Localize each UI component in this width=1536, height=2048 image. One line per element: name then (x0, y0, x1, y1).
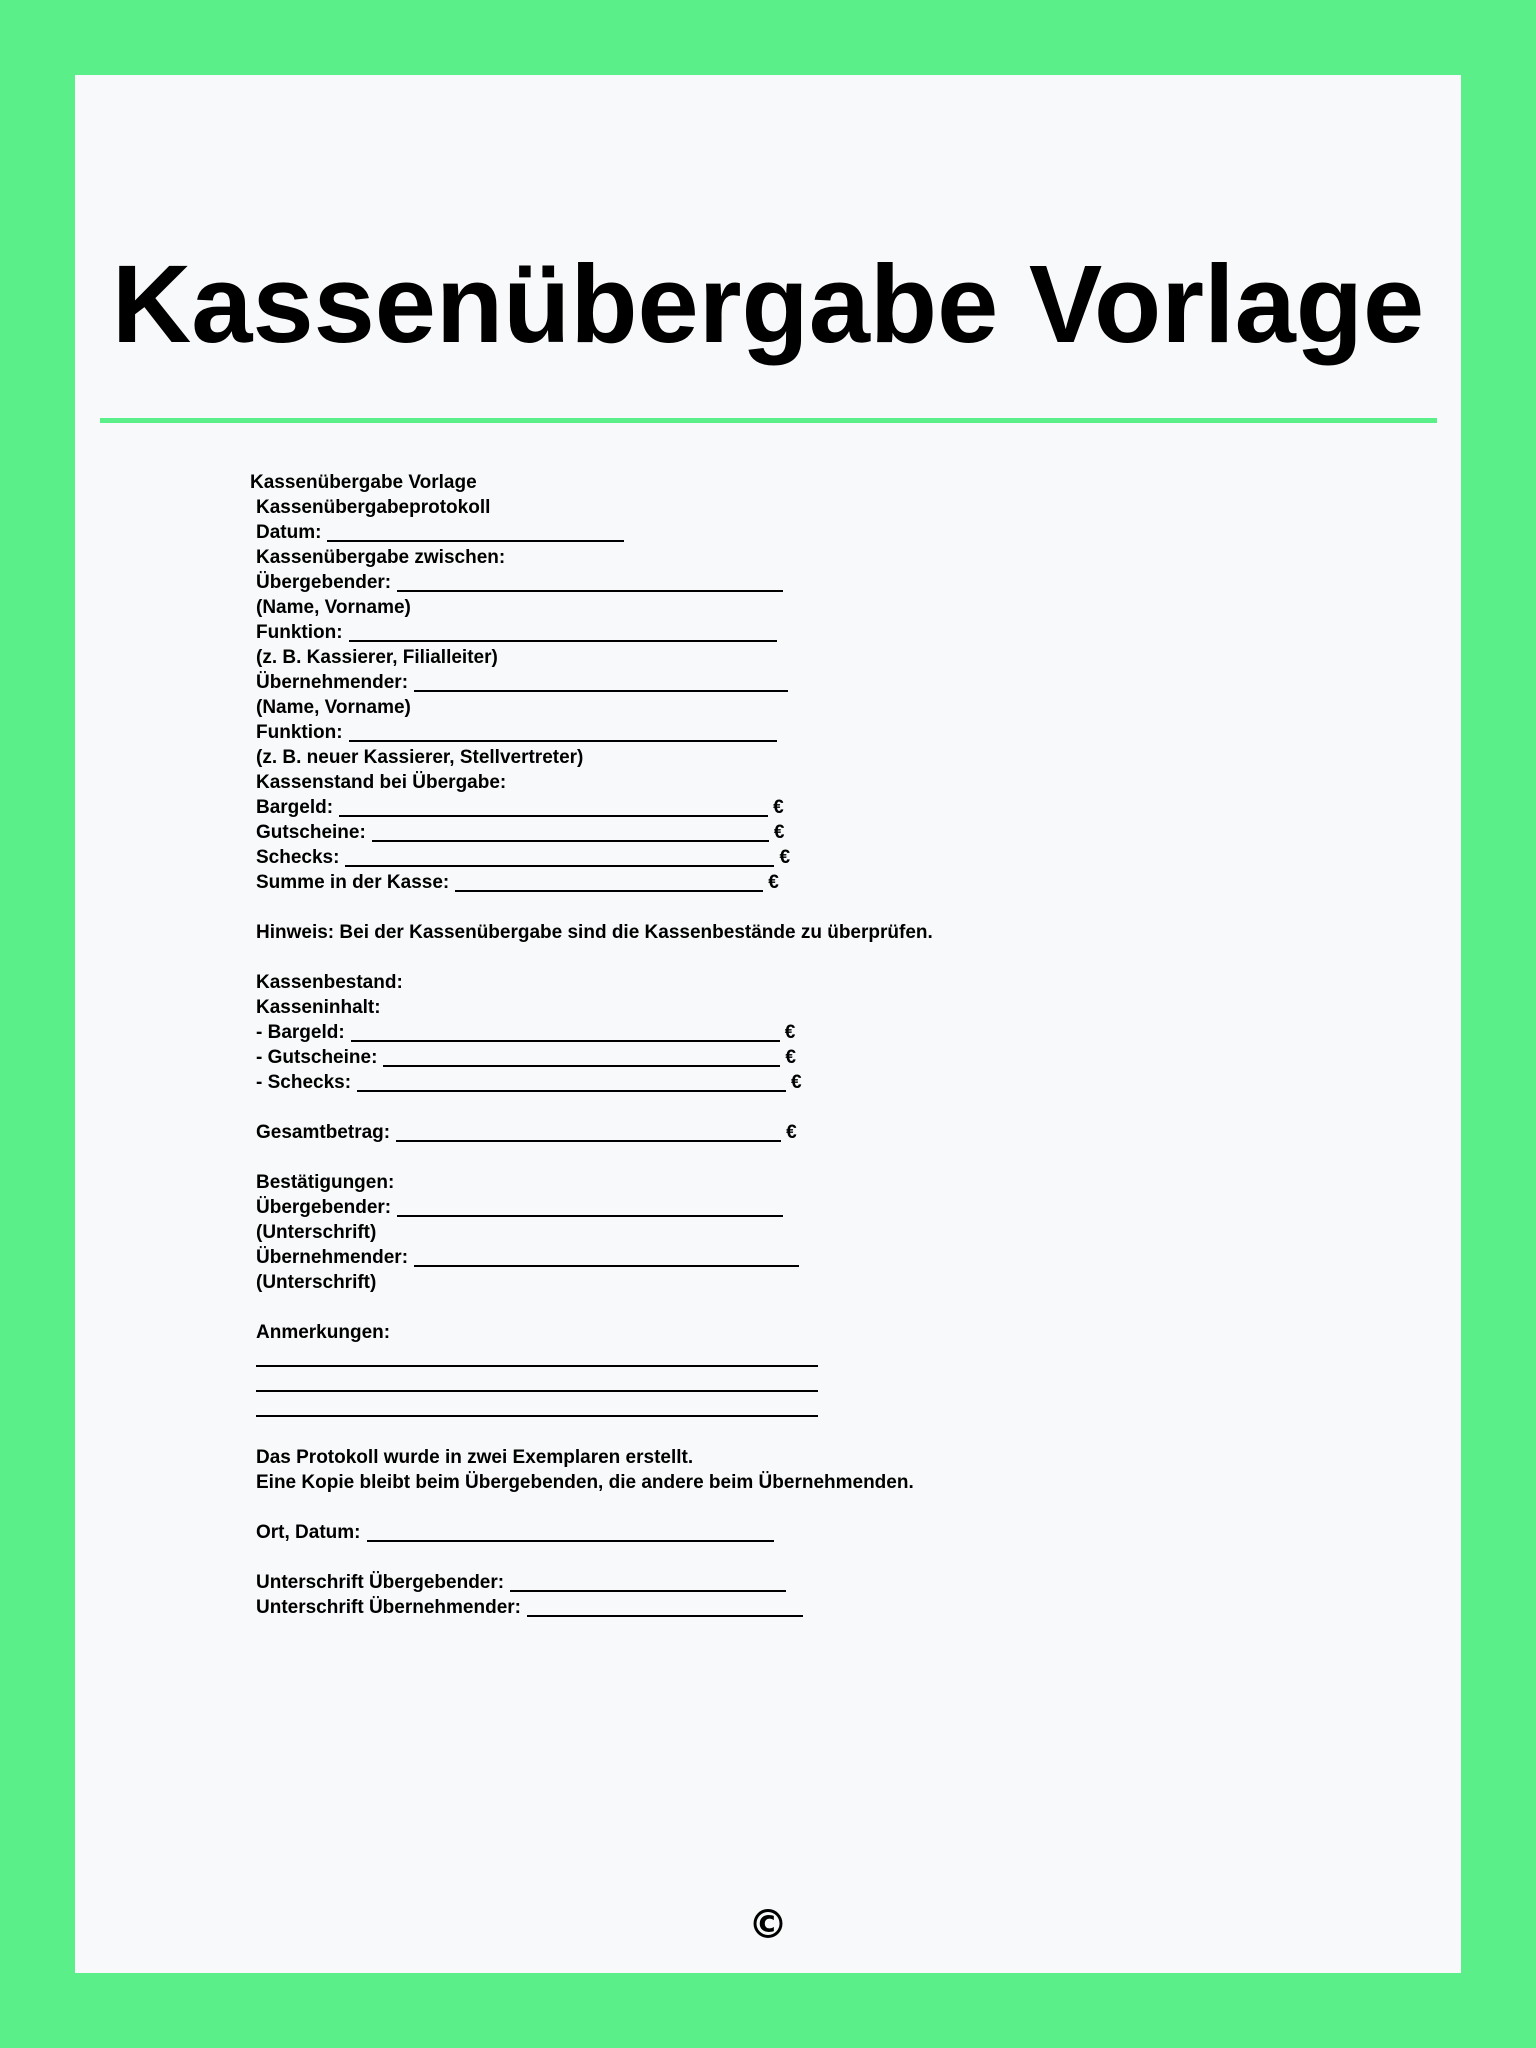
content-cash-field[interactable] (351, 1020, 780, 1042)
receiver-function-hint: (z. B. neuer Kassierer, Stellvertreter) (256, 747, 584, 768)
content-vouchers-field[interactable] (383, 1045, 780, 1067)
place-date-label: Ort, Datum: (256, 1522, 361, 1543)
handover-form (250, 470, 1156, 1620)
receiver-function-row (256, 720, 1156, 745)
balance-heading: Kassenstand bei Übergabe: (256, 772, 507, 793)
currency-symbol: € (773, 797, 784, 818)
balance-vouchers-field[interactable] (372, 820, 769, 842)
cash-item-label: - Bargeld: (256, 1022, 345, 1043)
date-row (256, 520, 1156, 545)
currency-symbol: € (779, 847, 791, 868)
parties-heading: Kassenübergabe zwischen: (256, 547, 506, 568)
receiver-row (256, 670, 1156, 695)
confirm-receiver-signature-field[interactable] (414, 1245, 799, 1267)
function-label: Funktion: (256, 722, 343, 743)
content-checks-field[interactable] (357, 1070, 786, 1092)
vouchers-label: Gutscheine: (256, 822, 366, 843)
confirmations-heading: Bestätigungen: (256, 1172, 395, 1193)
place-date-field[interactable] (367, 1520, 774, 1542)
total-row (256, 1120, 1156, 1170)
confirm-giver-signature-field[interactable] (397, 1195, 783, 1217)
signature-receiver-row (256, 1595, 1156, 1620)
balance-vouchers-row (256, 820, 1156, 845)
signature-receiver-label: Unterschrift Übernehmender: (256, 1597, 521, 1618)
giver-name-field[interactable] (397, 570, 783, 592)
content-heading: Kasseninhalt: (256, 997, 381, 1018)
balance-cash-field[interactable] (339, 795, 768, 817)
balance-cash-row (256, 795, 1156, 820)
giver-label: Übergebender: (256, 1197, 392, 1218)
total-label: Gesamtbetrag: (256, 1122, 391, 1143)
page-title: Kassenübergabe Vorlage (111, 243, 1425, 366)
receiver-label: Übernehmender: (256, 672, 409, 693)
giver-label: Übergebender: (256, 572, 392, 593)
checks-item-label: - Schecks: (256, 1072, 352, 1093)
giver-function-field[interactable] (349, 620, 777, 642)
receiver-label: Übernehmender: (256, 1247, 409, 1268)
note-text: Hinweis: Bei der Kassenübergabe sind die Kassenbestände zu überprüfen. (256, 922, 933, 943)
remarks-heading: Anmerkungen: (256, 1322, 391, 1343)
balance-sum-row (256, 870, 1156, 920)
remarks-field-1[interactable] (256, 1345, 818, 1367)
copyright-icon: © (748, 1902, 788, 1948)
remarks-field-2[interactable] (256, 1370, 818, 1392)
copies-line-1: Das Protokoll wurde in zwei Exemplaren erstellt. (256, 1447, 694, 1468)
receiver-name-field[interactable] (414, 670, 788, 692)
signature-giver-row (256, 1570, 1156, 1595)
remarks-line (256, 1345, 1156, 1370)
protocol-title: Kassenübergabeprotokoll (256, 497, 491, 518)
giver-function-hint: (z. B. Kassierer, Filialleiter) (256, 647, 498, 668)
content-checks-row (256, 1070, 1156, 1120)
signature-hint: (Unterschrift) (256, 1222, 377, 1243)
giver-name-hint: (Name, Vorname) (256, 597, 411, 618)
sum-label: Summe in der Kasse: (256, 872, 450, 893)
remarks-field-3[interactable] (256, 1395, 818, 1417)
total-field[interactable] (396, 1120, 781, 1142)
remarks-line (256, 1395, 1156, 1445)
balance-checks-row (256, 845, 1156, 870)
remarks-line (256, 1370, 1156, 1395)
vouchers-item-label: - Gutscheine: (256, 1047, 378, 1068)
date-field[interactable] (327, 520, 624, 542)
form-heading: Kassenübergabe Vorlage (250, 472, 477, 493)
date-label: Datum: (256, 522, 322, 543)
title-divider (100, 418, 1437, 423)
content-vouchers-row (256, 1045, 1156, 1070)
checks-label: Schecks: (256, 847, 340, 868)
confirm-receiver-row (256, 1245, 1156, 1270)
signature-hint: (Unterschrift) (256, 1272, 377, 1293)
currency-symbol: € (784, 1022, 796, 1043)
giver-row (256, 570, 1156, 595)
cash-label: Bargeld: (256, 797, 334, 818)
place-date-row (256, 1520, 1156, 1570)
currency-symbol: € (773, 822, 785, 843)
confirm-giver-row (256, 1195, 1156, 1220)
balance-checks-field[interactable] (345, 845, 774, 867)
signature-receiver-field[interactable] (527, 1595, 803, 1617)
balance-sum-field[interactable] (455, 870, 763, 892)
giver-function-row (256, 620, 1156, 645)
copies-line-2: Eine Kopie bleibt beim Übergebenden, die andere beim Übernehmenden. (256, 1472, 914, 1493)
currency-symbol: € (768, 872, 779, 893)
content-cash-row (256, 1020, 1156, 1045)
signature-giver-label: Unterschrift Übergebender: (256, 1572, 505, 1593)
currency-symbol: € (791, 1072, 802, 1093)
function-label: Funktion: (256, 622, 343, 643)
stock-heading: Kassenbestand: (256, 972, 403, 993)
currency-symbol: € (786, 1122, 797, 1143)
receiver-name-hint: (Name, Vorname) (256, 697, 411, 718)
receiver-function-field[interactable] (349, 720, 777, 742)
signature-giver-field[interactable] (510, 1570, 786, 1592)
currency-symbol: € (785, 1047, 796, 1068)
